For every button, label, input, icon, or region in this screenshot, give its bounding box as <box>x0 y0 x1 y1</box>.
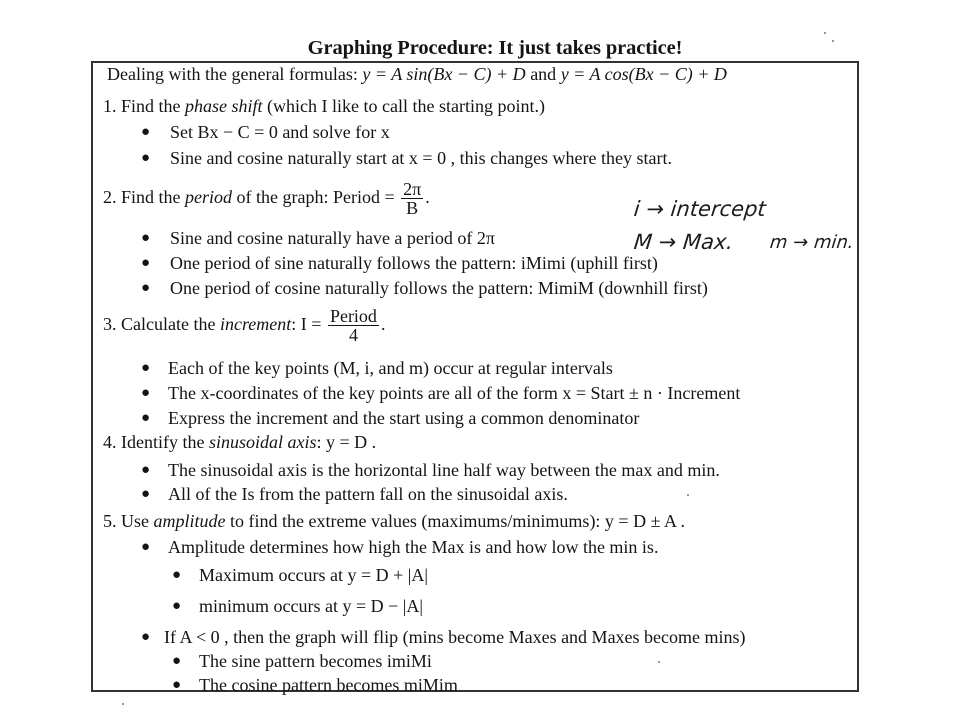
intro-and: and <box>530 64 557 84</box>
step-2-heading: 2. Find the period of the graph: Period = $\frac{2\pi}{B}$ . <box>103 179 430 219</box>
increment-fraction <box>328 307 379 344</box>
scan-speck <box>832 40 834 42</box>
step-5-heading <box>103 511 685 531</box>
bullet-icon: ● <box>141 462 151 478</box>
scan-speck <box>824 32 826 34</box>
bullet-icon: ● <box>141 150 151 166</box>
step-3-bullet-1: Each of the key points (M, i, and m) occur at regular intervals <box>168 358 613 378</box>
step-4-bullet-2: All of the Is from the pattern fall on the sinusoidal axis. <box>168 484 568 504</box>
bullet-icon: ● <box>172 653 182 669</box>
scan-speck <box>122 703 124 705</box>
step-3-term: increment <box>219 314 292 334</box>
step-1-bullet-2: Sine and cosine naturally start at x = 0 , this changes where they start. <box>170 148 673 168</box>
bullet-icon: ● <box>141 230 151 246</box>
step-2-term: period <box>185 187 233 207</box>
step-4-post: : y = D . <box>316 432 377 452</box>
step-5-subbullet-cosine: The cosine pattern becomes miMim <box>199 675 458 695</box>
step-3-pre: Calculate the <box>121 314 216 334</box>
scan-speck <box>687 494 689 496</box>
step-3-bullet-2: The x-coordinates of the key points are all of the form x = Start ± n · Increment <box>168 383 741 403</box>
step-5-post: to find the extreme values (maximums/minimums): y = D ± A . <box>230 511 685 531</box>
step-2-bullet-2: One period of sine naturally follows the pattern: iMimi (uphill first) <box>170 253 658 273</box>
step-number: 1. <box>103 96 117 116</box>
page-title: Graphing Procedure: It just takes practice! <box>307 37 683 59</box>
step-number: 2. <box>103 187 117 207</box>
step-3-post: : I = <box>291 314 322 334</box>
step-3-bullet-3: Express the increment and the start using a common denominator <box>168 408 640 428</box>
handwritten-note-max: M → Max. <box>632 230 735 254</box>
bullet-icon: ● <box>141 360 151 376</box>
step-4-heading <box>103 432 376 452</box>
fraction-numerator: 2π <box>403 179 422 200</box>
step-1-term: phase shift <box>185 96 263 116</box>
step-5-pre: Use <box>121 511 149 531</box>
step-2-bullet-1: Sine and cosine naturally have a period of 2π <box>170 228 495 248</box>
bullet-icon: ● <box>141 385 151 401</box>
bullet-icon: ● <box>141 124 151 140</box>
step-1-pre: Find the <box>121 96 181 116</box>
step-4-pre: Identify the <box>121 432 205 452</box>
bullet-icon: ● <box>172 677 182 693</box>
step-number: 3. <box>103 314 117 334</box>
bullet-icon: ● <box>141 255 151 271</box>
step-1-post: (which I like to call the starting point.) <box>267 96 545 116</box>
handwritten-note-min: m → min. <box>768 232 855 253</box>
step-5-subbullet-min: minimum occurs at y = D − |A| <box>199 596 423 616</box>
bullet-icon: ● <box>141 486 151 502</box>
period-fraction <box>401 180 423 217</box>
step-2-bullet-3: One period of cosine naturally follows the pattern: MimiM (downhill first) <box>170 278 708 298</box>
step-2-pre: Find the <box>121 187 181 207</box>
fraction-denominator: 4 <box>348 325 358 346</box>
bullet-icon: ● <box>172 598 182 614</box>
step-5-bullet-1: Amplitude determines how high the Max is and how low the min is. <box>168 537 659 557</box>
bullet-icon: ● <box>141 539 151 555</box>
step-5-term: amplitude <box>153 511 226 531</box>
scan-speck <box>658 661 660 663</box>
intro-line <box>107 64 727 84</box>
step-4-bullet-1: The sinusoidal axis is the horizontal line half way between the max and min. <box>168 460 720 480</box>
step-5-subbullet-sine: The sine pattern becomes imiMi <box>199 651 432 671</box>
bullet-icon: ● <box>141 629 151 645</box>
handwritten-note-intercept: i → intercept <box>632 197 768 221</box>
bullet-icon: ● <box>141 410 151 426</box>
step-3-heading: 3. Calculate the increment: I = $\frac{\text{Period}}{4}$ . <box>103 306 386 346</box>
step-5-subbullet-max: Maximum occurs at y = D + |A| <box>199 565 428 585</box>
step-number: 4. <box>103 432 117 452</box>
fraction-numerator: Period <box>329 306 377 327</box>
step-2-post: of the graph: Period = <box>236 187 395 207</box>
intro-text: Dealing with the general formulas: <box>107 64 358 84</box>
bullet-icon: ● <box>172 567 182 583</box>
step-number: 5. <box>103 511 117 531</box>
bullet-icon: ● <box>141 280 151 296</box>
step-1-heading <box>103 96 545 116</box>
formula-sin: y = A sin(Bx − C) + D <box>362 64 526 84</box>
step-4-term: sinusoidal axis <box>208 432 317 452</box>
step-5-bullet-flip: If A < 0 , then the graph will flip (mins become Maxes and Maxes become mins) <box>164 627 746 647</box>
formula-cos: y = A cos(Bx − C) + D <box>560 64 727 84</box>
step-1-bullet-1: Set Bx − C = 0 and solve for x <box>170 122 390 142</box>
fraction-denominator: B <box>406 198 419 219</box>
